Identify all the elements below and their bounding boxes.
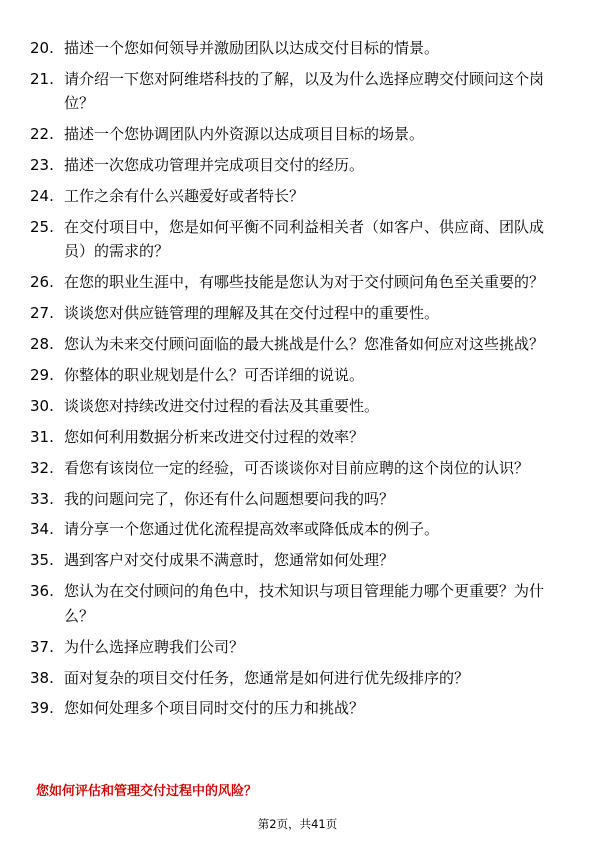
question-text: 在交付项目中，您是如何平衡不同利益相关者（如客户、供应商、团队成员）的需求的？ bbox=[64, 217, 545, 261]
question-number: 31. bbox=[30, 427, 54, 446]
question-item bbox=[30, 363, 560, 388]
question-number: 23. bbox=[30, 156, 54, 175]
question-text: 你整体的职业规划是什么？可否详细的说说。 bbox=[64, 366, 365, 385]
question-text: 您如何利用数据分析来改进交付过程的效率？ bbox=[64, 427, 365, 446]
question-text: 面对复杂的项目交付任务，您通常是如何进行优先级排序的？ bbox=[64, 668, 470, 687]
question-list bbox=[30, 36, 560, 727]
question-text: 请分享一个您通过优化流程提高效率或降低成本的例子。 bbox=[64, 520, 440, 539]
question-number: 24. bbox=[30, 187, 54, 206]
question-text: 谈谈您对供应链管理的理解及其在交付过程中的重要性。 bbox=[64, 304, 440, 323]
question-number: 33. bbox=[30, 489, 54, 508]
question-text: 遇到客户对交付成果不满意时，您通常如何处理？ bbox=[64, 551, 395, 570]
question-item bbox=[30, 425, 560, 450]
question-number: 20. bbox=[30, 39, 54, 57]
question-number: 28. bbox=[30, 335, 54, 354]
question-number: 37. bbox=[30, 637, 54, 656]
question-text: 谈谈您对持续改进交付过程的看法及其重要性。 bbox=[64, 396, 380, 415]
question-text: 您认为在交付顾问的角色中，技术知识与项目管理能力哪个更重要？为什么？ bbox=[64, 582, 545, 625]
question-number: 25. bbox=[30, 217, 54, 236]
question-number: 38. bbox=[30, 668, 54, 687]
question-text: 看您有该岗位一定的经验，可否谈谈你对目前应聘的这个岗位的认识？ bbox=[64, 458, 530, 477]
question-number: 39. bbox=[30, 699, 54, 718]
question-number: 21. bbox=[30, 69, 54, 88]
question-text: 为什么选择应聘我们公司？ bbox=[64, 637, 245, 656]
question-item bbox=[30, 215, 560, 264]
question-text: 我的问题问完了，你还有什么问题想要问我的吗？ bbox=[64, 489, 395, 508]
question-item bbox=[30, 635, 560, 660]
question-item bbox=[30, 67, 560, 116]
highlighted-question: 您如何评估和管理交付过程中的风险？ bbox=[36, 784, 258, 799]
question-number: 22. bbox=[30, 125, 54, 144]
question-text: 在您的职业生涯中，有哪些技能是您认为对于交付顾问角色至关重要的？ bbox=[64, 273, 545, 292]
question-number: 34. bbox=[30, 520, 54, 539]
page-footer: 第2页，共41页 bbox=[257, 817, 338, 831]
question-number: 26. bbox=[30, 273, 54, 292]
question-item bbox=[30, 548, 560, 573]
question-text: 请介绍一下您对阿维塔科技的了解，以及为什么选择应聘交付顾问这个岗位？ bbox=[64, 69, 545, 113]
question-number: 30. bbox=[30, 396, 54, 415]
question-item bbox=[30, 696, 560, 721]
question-text: 工作之余有什么兴趣爱好或者特长？ bbox=[64, 187, 305, 206]
question-item bbox=[30, 456, 560, 481]
question-number: 36. bbox=[30, 582, 54, 601]
question-item bbox=[30, 270, 560, 295]
question-text: 您如何处理多个项目同时交付的压力和挑战？ bbox=[64, 699, 365, 718]
question-number: 27. bbox=[30, 304, 54, 323]
question-number: 29. bbox=[30, 366, 54, 385]
question-item bbox=[30, 666, 560, 691]
question-item bbox=[30, 153, 560, 178]
question-item bbox=[30, 36, 560, 61]
question-item bbox=[30, 301, 560, 326]
question-text: 描述一个您如何领导并激励团队以达成交付目标的情景。 bbox=[64, 39, 440, 57]
question-item bbox=[30, 579, 560, 628]
question-text: 描述一个您协调团队内外资源以达成项目目标的场景。 bbox=[64, 125, 425, 144]
question-item bbox=[30, 122, 560, 147]
question-item bbox=[30, 332, 560, 357]
question-number: 32. bbox=[30, 458, 54, 477]
question-item bbox=[30, 517, 560, 542]
question-item bbox=[30, 184, 560, 209]
question-text: 您认为未来交付顾问面临的最大挑战是什么？您准备如何应对这些挑战？ bbox=[64, 335, 545, 354]
question-number: 35. bbox=[30, 551, 54, 570]
question-item bbox=[30, 394, 560, 419]
question-text: 描述一次您成功管理并完成项目交付的经历。 bbox=[64, 156, 365, 175]
question-item bbox=[30, 487, 560, 512]
